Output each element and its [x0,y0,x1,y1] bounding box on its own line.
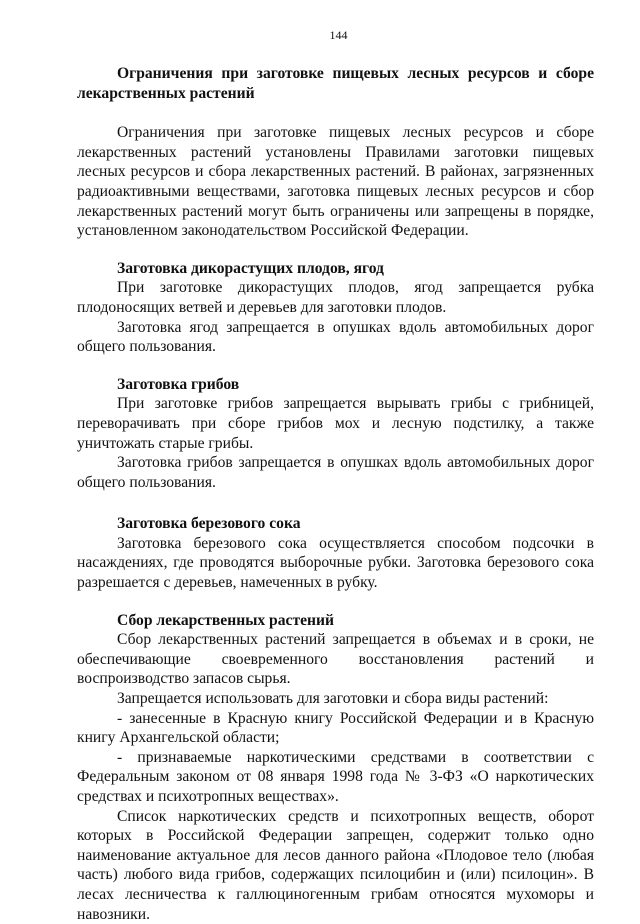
paragraph: Запрещается использовать для заготовки и сбора виды растений: [117,690,549,708]
section-heading-berries: Заготовка дикорастущих плодов, ягод [117,259,384,277]
list-item: - занесенные в Красную книгу Российской Федерации и в Красную книгу Архангельской области; [77,709,594,747]
section-heading-birch-sap: Заготовка березового сока [117,515,301,533]
document-title: Ограничения при заготовке пищевых лесных ресурсов и сборе лекарственных растений [77,65,594,102]
paragraph: При заготовке дикорастущих плодов, ягод запрещается рубка плодоносящих ветвей и деревьев для заготовки плодов. [77,279,594,316]
paragraph: Заготовка ягод запрещается в опушках вдоль автомобильных дорог общего пользования. [77,318,594,356]
paragraph: Заготовка грибов запрещается в опушках вдоль автомобильных дорог общего пользования. [77,454,594,491]
section-heading-mushrooms: Заготовка грибов [117,375,240,393]
list-item: - признаваемые наркотическими средствами в соответствии с Федеральным законом от 08 января 1998 года № 3-ФЗ «О наркотических средствах и психотропных веществах». [77,748,594,805]
paragraph: При заготовке грибов запрещается вырывать грибы с грибницей, переворачивать при сборе грибов мох и лесную подстилку, а также уничтожать старые грибы. [77,395,594,452]
paragraph: Список наркотических средств и психотропных веществ, оборот которых в Российской Федерации запрещен, содержит только одно наименование актуальное для лесов данного района «Плодовое тело (любая часть) любого вида грибов, содержащих псилоцибин и (или) псилоцин». В лесах лесничества к галлюциногенным грибам относятся мухоморы и навозники. [77,807,594,923]
paragraph: Заготовка березового сока осуществляется способом подсочки в насаждениях, где проводятся выборочные рубки. Заготовка березового сока разрешается с деревьев, намеченных в рубку. [77,534,594,592]
intro-paragraph: Ограничения при заготовке пищевых лесных ресурсов и сборе лекарственных растений установлены Правилами заготовки пищевых лесных ресурсов и сбора лекарственных растений. В районах, загрязненных радиоактивными веществами, заготовка пищевых лесных ресурсов и сбор лекарственных растений могут быть ограничены или запрещены в порядке, установленном законодательством Российской Федерации. [77,124,594,240]
page-number: 144 [329,28,348,42]
paragraph: Сбор лекарственных растений запрещается в объемах и в сроки, не обеспечивающие своевременного восстановления растений и воспроизводство запасов сырья. [77,631,594,688]
section-heading-medicinal-plants: Сбор лекарственных растений [117,611,334,629]
